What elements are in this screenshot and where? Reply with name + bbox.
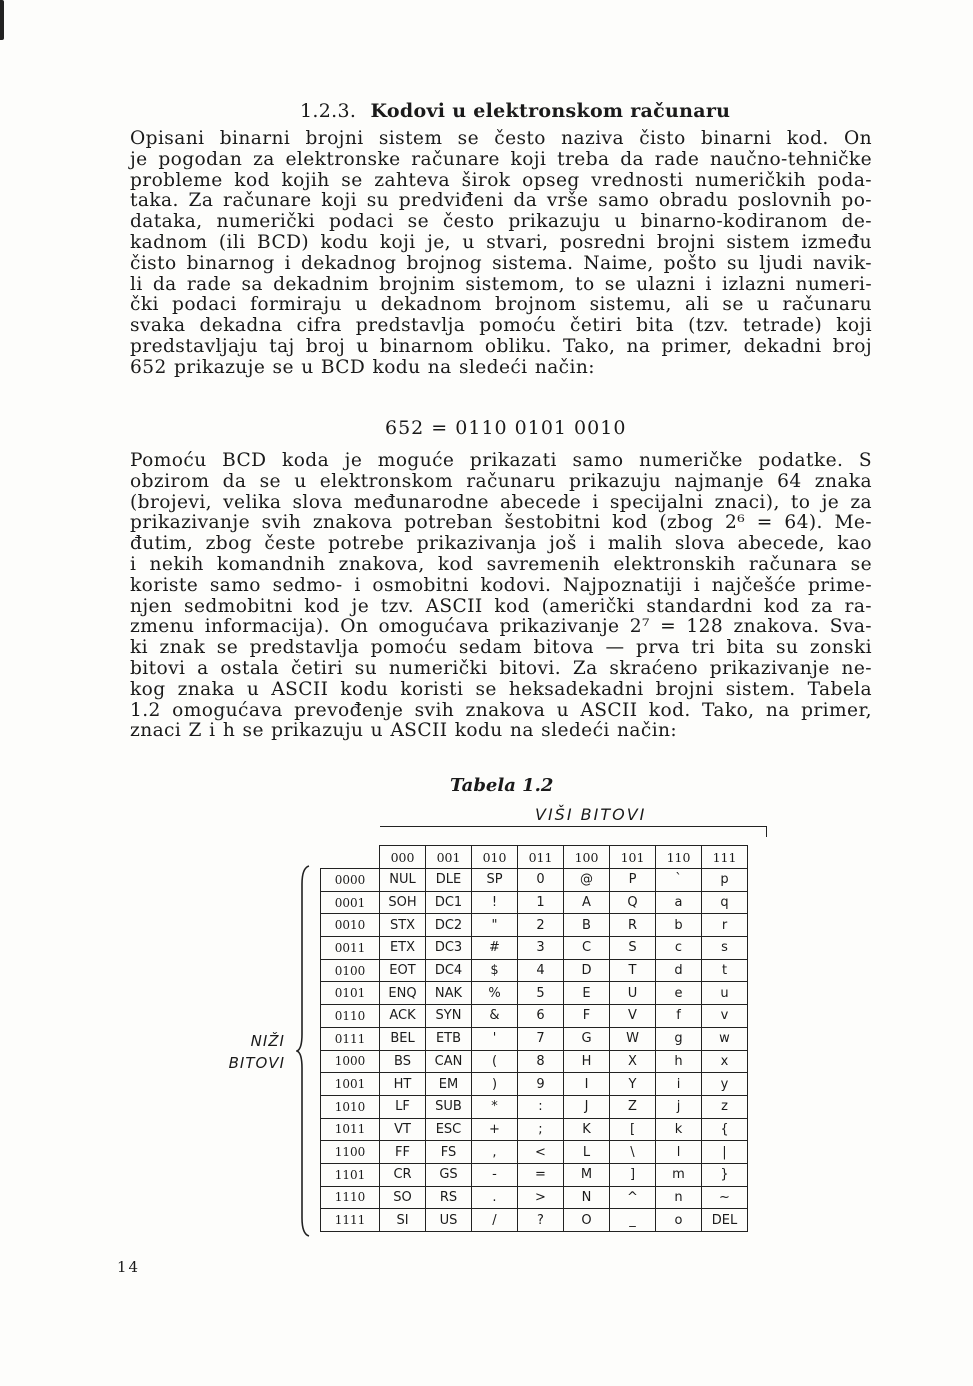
table-cell: w <box>702 1027 748 1050</box>
table-cell: S <box>610 937 656 960</box>
row-header: 0111 <box>321 1027 380 1050</box>
row-header: 1011 <box>321 1118 380 1141</box>
table-row <box>321 1163 748 1186</box>
ascii-table <box>320 845 748 1232</box>
table-cell: = <box>518 1163 564 1186</box>
paragraph-bcd <box>130 129 872 379</box>
table-cell: FS <box>426 1141 472 1164</box>
table-cell: ] <box>610 1163 656 1186</box>
row-header: 1101 <box>321 1163 380 1186</box>
table-cell: STX <box>380 914 426 937</box>
table-cell: d <box>656 959 702 982</box>
table-cell: F <box>564 1005 610 1028</box>
table-cell: CAN <box>426 1050 472 1073</box>
row-header: 1000 <box>321 1050 380 1073</box>
table-cell: P <box>610 869 656 892</box>
table-cell: U <box>610 982 656 1005</box>
table-cell: E <box>564 982 610 1005</box>
column-header: 011 <box>518 846 564 869</box>
table-cell: BS <box>380 1050 426 1073</box>
table-row <box>321 959 748 982</box>
section-heading <box>300 100 730 122</box>
row-header: 1010 <box>321 1095 380 1118</box>
table-cell: 6 <box>518 1005 564 1028</box>
row-header: 0110 <box>321 1005 380 1028</box>
table-cell: DLE <box>426 869 472 892</box>
row-header: 0001 <box>321 891 380 914</box>
table-cell: @ <box>564 869 610 892</box>
table-cell: DC4 <box>426 959 472 982</box>
table-cell: : <box>518 1095 564 1118</box>
column-header: 010 <box>472 846 518 869</box>
table-cell: { <box>702 1118 748 1141</box>
paragraph-ascii-line: kog znaka u ASCII kodu koristi se heksadekadni brojni sistem. Tabela <box>130 678 872 700</box>
table-row <box>321 1050 748 1073</box>
table-cell: [ <box>610 1118 656 1141</box>
table-cell: SOH <box>380 891 426 914</box>
table-row <box>321 1118 748 1141</box>
paragraph-bcd-line: Opisani binarni brojni sistem se često naziva čisto binarni kod. On <box>130 128 872 149</box>
paragraph-ascii-line: 1.2 omogućava prevođenje svih znakova u ASCII kod. Tako, na primer, <box>130 699 872 721</box>
table-cell: Y <box>610 1073 656 1096</box>
table-cell: RS <box>426 1186 472 1209</box>
table-row <box>321 1073 748 1096</box>
table-cell: " <box>472 914 518 937</box>
table-cell: EM <box>426 1073 472 1096</box>
paragraph-bcd-line: taka. Za računare koji su predviđeni da vrše samo obradu poslovnih po- <box>130 190 872 212</box>
paragraph-bcd-line: dataka, numerički podaci se često prikazuju u binarno-kodiranom de- <box>130 211 872 233</box>
lower-bits-label-line2: BITOVI <box>228 1054 285 1072</box>
table-cell: ACK <box>380 1005 426 1028</box>
column-header: 100 <box>564 846 610 869</box>
table-cell: * <box>472 1095 518 1118</box>
paragraph-bcd-line: probleme kod kojih se zahteva širok opseg vrednosti numeričkih poda- <box>130 169 872 191</box>
table-row <box>321 1005 748 1028</box>
paragraph-ascii-line: znaci Z i h se prikazuju u ASCII kodu na sledeći način: <box>130 720 678 742</box>
table-cell: R <box>610 914 656 937</box>
table-row <box>321 937 748 960</box>
table-row <box>321 1095 748 1118</box>
table-cell: 4 <box>518 959 564 982</box>
paragraph-bcd-line: predstavljaju taj broj u binarnom obliku. Tako, na primer, dekadni broj <box>130 335 872 357</box>
table-cell: C <box>564 937 610 960</box>
table-cell: B <box>564 914 610 937</box>
table-row <box>321 1209 748 1232</box>
page-number: 14 <box>117 1258 141 1276</box>
table-cell: HT <box>380 1073 426 1096</box>
paragraph-ascii-line: obzirom da se u elektronskom računaru prikazuju najmanje 64 znaka <box>130 470 872 492</box>
section-number: 1.2.3. <box>300 100 357 122</box>
lower-bits-brace <box>296 864 310 1238</box>
row-header: 0100 <box>321 959 380 982</box>
table-cell: SI <box>380 1209 426 1232</box>
table-cell: k <box>656 1118 702 1141</box>
table-cell: DC1 <box>426 891 472 914</box>
table-cell: X <box>610 1050 656 1073</box>
table-cell: } <box>702 1163 748 1186</box>
table-cell: LF <box>380 1095 426 1118</box>
table-cell: ' <box>472 1027 518 1050</box>
table-cell: ENQ <box>380 982 426 1005</box>
table-cell: I <box>564 1073 610 1096</box>
column-header: 001 <box>426 846 472 869</box>
table-cell: M <box>564 1163 610 1186</box>
table-cell: % <box>472 982 518 1005</box>
table-cell: i <box>656 1073 702 1096</box>
table-cell: s <box>702 937 748 960</box>
lower-bits-label-line1: NIŽI <box>250 1032 285 1050</box>
table-cell: ~ <box>702 1186 748 1209</box>
paragraph-bcd-line: li da rade sa dekadnim brojnim sistemom, to se ulazni i izlazni numeri- <box>130 273 872 295</box>
ascii-table-corner <box>321 846 380 869</box>
table-cell: 5 <box>518 982 564 1005</box>
paragraph-ascii-line: prikazivanje svih znakova potreban šestobitni kod (zbog 2⁶ = 64). Me- <box>130 512 872 534</box>
column-header: 000 <box>380 846 426 869</box>
table-cell: ; <box>518 1118 564 1141</box>
paragraph-ascii-line: ki znak se predstavlja pomoću sedam bitova — prva tri bita su zonski <box>130 637 872 659</box>
table-cell: SUB <box>426 1095 472 1118</box>
table-cell: ` <box>656 869 702 892</box>
table-cell: ) <box>472 1073 518 1096</box>
table-cell: v <box>702 1005 748 1028</box>
paragraph-ascii-line: koriste samo sedmo- i osmobitni kodovi. Najpoznatiji i najčešće prime- <box>130 574 872 596</box>
table-cell: b <box>656 914 702 937</box>
table-cell: # <box>472 937 518 960</box>
upper-bits-bracket <box>380 826 767 837</box>
table-cell: ETB <box>426 1027 472 1050</box>
table-row <box>321 1141 748 1164</box>
paragraph-ascii-line: bitovi a ostala četiri su numerički bitovi. Za skraćeno prikazivanje ne- <box>130 657 872 679</box>
column-header: 111 <box>702 846 748 869</box>
table-cell: L <box>564 1141 610 1164</box>
table-cell: NAK <box>426 982 472 1005</box>
row-header: 0101 <box>321 982 380 1005</box>
table-cell: m <box>656 1163 702 1186</box>
table-cell: ( <box>472 1050 518 1073</box>
table-cell: DEL <box>702 1209 748 1232</box>
table-row <box>321 1186 748 1209</box>
row-header: 1111 <box>321 1209 380 1232</box>
table-cell: a <box>656 891 702 914</box>
lower-bits-label <box>215 1030 285 1074</box>
table-cell: 1 <box>518 891 564 914</box>
table-cell: ESC <box>426 1118 472 1141</box>
table-cell: DC2 <box>426 914 472 937</box>
table-cell: CR <box>380 1163 426 1186</box>
paragraph-ascii-line: đutim, zbog česte potrebe prikazivanja još i malih slova abecede, kao <box>130 533 872 555</box>
table-cell: _ <box>610 1209 656 1232</box>
table-row <box>321 869 748 892</box>
table-cell: r <box>702 914 748 937</box>
table-cell: > <box>518 1186 564 1209</box>
row-header: 0011 <box>321 937 380 960</box>
table-cell: q <box>702 891 748 914</box>
row-header: 0000 <box>321 869 380 892</box>
table-cell: $ <box>472 959 518 982</box>
table-row <box>321 891 748 914</box>
page-edge-mark <box>0 0 4 40</box>
row-header: 0010 <box>321 914 380 937</box>
column-header: 110 <box>656 846 702 869</box>
table-cell: BEL <box>380 1027 426 1050</box>
section-title: Kodovi u elektronskom računaru <box>370 100 731 122</box>
paragraph-ascii <box>130 451 872 742</box>
table-cell: f <box>656 1005 702 1028</box>
table-cell: G <box>564 1027 610 1050</box>
table-cell: ETX <box>380 937 426 960</box>
table-cell: 9 <box>518 1073 564 1096</box>
paragraph-bcd-line: kadnom (ili BCD) kodu koji je, u stvari, posredni brojni sistem između <box>130 231 872 253</box>
paragraph-ascii-line: Pomoću BCD koda je moguće prikazati samo numeričke podatke. S <box>130 450 872 471</box>
paragraph-bcd-line: čki podaci formiraju u dekadnom brojnom sistemu, ali se u računaru <box>130 294 872 316</box>
table-cell: N <box>564 1186 610 1209</box>
table-cell: t <box>702 959 748 982</box>
paragraph-bcd-line: čisto binarnog i dekadnog brojnog sistema. Naime, pošto su ljudi navik- <box>130 252 872 274</box>
table-cell: ? <box>518 1209 564 1232</box>
table-cell: D <box>564 959 610 982</box>
table-cell: SO <box>380 1186 426 1209</box>
row-header: 1110 <box>321 1186 380 1209</box>
table-cell: x <box>702 1050 748 1073</box>
paragraph-ascii-line: i nekih komandnih znakova, kod savremenih elektronskih računara se <box>130 553 872 575</box>
table-cell: u <box>702 982 748 1005</box>
row-header: 1100 <box>321 1141 380 1164</box>
table-cell: o <box>656 1209 702 1232</box>
table-row <box>321 914 748 937</box>
table-cell: - <box>472 1163 518 1186</box>
row-header: 1001 <box>321 1073 380 1096</box>
ascii-table-header-row <box>321 846 748 869</box>
table-cell: & <box>472 1005 518 1028</box>
paragraph-bcd-line: je pogodan za elektronske računare koji treba da rade naučno-tehničke <box>130 148 872 170</box>
table-cell: GS <box>426 1163 472 1186</box>
table-cell: ! <box>472 891 518 914</box>
table-row <box>321 982 748 1005</box>
table-caption: Tabela 1.2 <box>450 775 554 796</box>
table-cell: . <box>472 1186 518 1209</box>
table-cell: < <box>518 1141 564 1164</box>
table-cell: + <box>472 1118 518 1141</box>
table-cell: A <box>564 891 610 914</box>
paragraph-ascii-line: zmenu informacija). On omogućava prikazivanje 2⁷ = 128 znakova. Sva- <box>130 616 872 638</box>
table-cell: 8 <box>518 1050 564 1073</box>
table-cell: l <box>656 1141 702 1164</box>
paragraph-bcd-line: 652 prikazuje se u BCD kodu na sledeći način: <box>130 356 595 378</box>
paragraph-ascii-line: njen sedmobitni kod je tzv. ASCII kod (američki standardni kod za ra- <box>130 595 872 617</box>
table-cell: e <box>656 982 702 1005</box>
table-cell: y <box>702 1073 748 1096</box>
table-cell: O <box>564 1209 610 1232</box>
table-cell: j <box>656 1095 702 1118</box>
table-cell: H <box>564 1050 610 1073</box>
table-cell: J <box>564 1095 610 1118</box>
table-cell: n <box>656 1186 702 1209</box>
table-cell: 2 <box>518 914 564 937</box>
table-cell: EOT <box>380 959 426 982</box>
table-cell: ^ <box>610 1186 656 1209</box>
table-cell: VT <box>380 1118 426 1141</box>
table-cell: SYN <box>426 1005 472 1028</box>
table-cell: Q <box>610 891 656 914</box>
table-cell: W <box>610 1027 656 1050</box>
table-cell: NUL <box>380 869 426 892</box>
table-cell: c <box>656 937 702 960</box>
table-cell: h <box>656 1050 702 1073</box>
column-header: 101 <box>610 846 656 869</box>
table-cell: g <box>656 1027 702 1050</box>
table-cell: \ <box>610 1141 656 1164</box>
table-cell: FF <box>380 1141 426 1164</box>
table-cell: Z <box>610 1095 656 1118</box>
table-cell: SP <box>472 869 518 892</box>
paragraph-ascii-line: (brojevi, velika slova međunarodne abecede i specijalni znaci), to je za <box>130 491 872 513</box>
table-cell: p <box>702 869 748 892</box>
table-cell: 0 <box>518 869 564 892</box>
table-cell: K <box>564 1118 610 1141</box>
table-cell: US <box>426 1209 472 1232</box>
upper-bits-label: VIŠI BITOVI <box>535 805 647 824</box>
table-cell: DC3 <box>426 937 472 960</box>
table-cell: V <box>610 1005 656 1028</box>
table-cell: 3 <box>518 937 564 960</box>
paragraph-bcd-line: svaka dekadna cifra predstavlja pomoću četiri bita (tzv. tetrade) koji <box>130 315 872 337</box>
table-cell: T <box>610 959 656 982</box>
table-row <box>321 1027 748 1050</box>
table-cell: / <box>472 1209 518 1232</box>
table-cell: | <box>702 1141 748 1164</box>
table-cell: 7 <box>518 1027 564 1050</box>
table-cell: z <box>702 1095 748 1118</box>
table-cell: , <box>472 1141 518 1164</box>
bcd-formula: 652 = 0110 0101 0010 <box>385 417 627 439</box>
